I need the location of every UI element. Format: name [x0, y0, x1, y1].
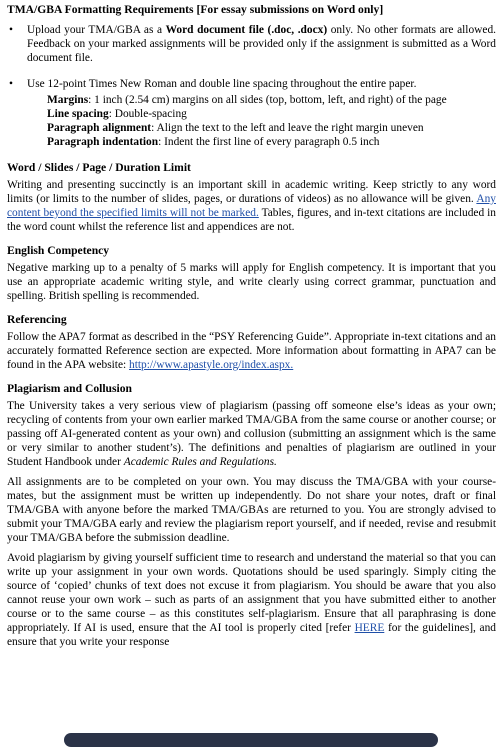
referencing-heading: Referencing: [7, 313, 67, 326]
plagiarism-heading: Plagiarism and Collusion: [7, 382, 132, 395]
word-limit-link[interactable]: Any content beyond the specified limits will not be marked.: [7, 193, 496, 219]
bullet-icon: •: [9, 78, 13, 90]
file-format-bold: Word document file (.doc, .docx): [165, 24, 328, 36]
floating-toolbar[interactable]: [64, 733, 438, 747]
ai-guidelines-link[interactable]: HERE: [354, 622, 385, 634]
plagiarism-paragraph-2: All assignments are to be completed on your own. You may discuss the TMA/GBA with your course-mates, but the assignment must be written up independently. Do not share your notes, draft or final TMA/GBA with anyone before the marked TMA/GBAs are returned to you. You are strongly advised to submit your TMA/GBA early and review the plagiarism report yourself, and if needed, revise and resubmit your TMA/GBA before the submission deadline.: [7, 476, 496, 544]
detail-paragraph-alignment: Paragraph alignment: Align the text to the left and leave the right margin uneven: [47, 122, 424, 134]
plagiarism-paragraph-1: The University takes a very serious view of plagiarism (passing off someone else’s ideas as your own; recycling of contents from your own earlier marked TMA/GBA from the same course or another course; or passing off AI-generated content as your own) and collusion (submitting an assignment which is the same or very similar to another student’s). The definitions and penalties of plagiarism are outlined in your Student Handbook under Academic Rules and Regulations.: [7, 400, 496, 468]
referencing-paragraph: Follow the APA7 format as described in the “PSY Referencing Guide”. Appropriate in-text citations and an accurately formatted Reference section are expected. More information about formatting in APA7 can be found in the APA website: http://www.apastyle.org/index.aspx.: [7, 331, 496, 371]
detail-line-spacing: Line spacing: Double-spacing: [47, 108, 187, 120]
rules-regulations-italic: Academic Rules and Regulations.: [123, 456, 277, 468]
word-limit-heading: Word / Slides / Page / Duration Limit: [7, 161, 191, 174]
list-item-file-format: • Upload your TMA/GBA as a Word document file (.doc, .docx) only. No other formats are allowed. Feedback on your marked assignments will be provided only if the assignment is submitted as a Word document file.: [9, 24, 496, 64]
english-heading: English Competency: [7, 244, 110, 257]
plagiarism-paragraph-3: Avoid plagiarism by giving yourself sufficient time to research and understand the material so that you can write up your assignment in your own words. Quotations should be used sparingly. Simply citing the source of ‘copied’ chunks of text does not excuse it from plagiarism. You should be aware that you also cannot reuse your own work – such as parts of an assignment that you have submitted either to another course or to the same course – as this constitutes self-plagiarism. Ensure that all paraphrasing is done appropriately. If AI is used, ensure that the AI tool is properly cited [refer HERE for the guidelines], and ensure that you write your response: [7, 552, 496, 648]
page-title: TMA/GBA Formatting Requirements [For essay submissions on Word only]: [7, 3, 384, 16]
detail-margins: Margins: 1 inch (2.54 cm) margins on all sides (top, bottom, left, and right) of the page: [47, 94, 447, 106]
format-details: [27, 93, 496, 149]
word-limit-paragraph: Writing and presenting succinctly is an important skill in academic writing. Keep strictly to any word limits (or limits to the number of slides, pages, or durations of videos) as no allowance will be given. Any content beyond the specified limits will not be marked. Tables, figures, and in-text citations are included in the word count whilst the reference list and appendices are not.: [7, 179, 496, 233]
bullet-icon: •: [9, 24, 13, 36]
requirements-list: [7, 23, 496, 149]
detail-paragraph-indentation: Paragraph indentation: Indent the first line of every paragraph 0.5 inch: [47, 136, 380, 148]
english-paragraph: Negative marking up to a penalty of 5 marks will apply for English competency. It is important that you use an appropriate academic writing style, and write clearly using correct grammar, punctuation and spelling. British spelling is recommended.: [7, 262, 496, 302]
apa-website-link[interactable]: http://www.apastyle.org/index.aspx.: [129, 359, 294, 371]
list-item-font-spacing: • Use 12-point Times New Roman and double line spacing throughout the entire paper. Margins: 1 inch (2.54 cm) margins on all sides (top, bottom, left, and right) of the page Line spacing: Double-spacing Paragraph alignment: Align the text to the left and leave the right margin uneven Paragraph indentation: Indent the first line of every paragraph 0.5 inch: [7, 77, 496, 149]
